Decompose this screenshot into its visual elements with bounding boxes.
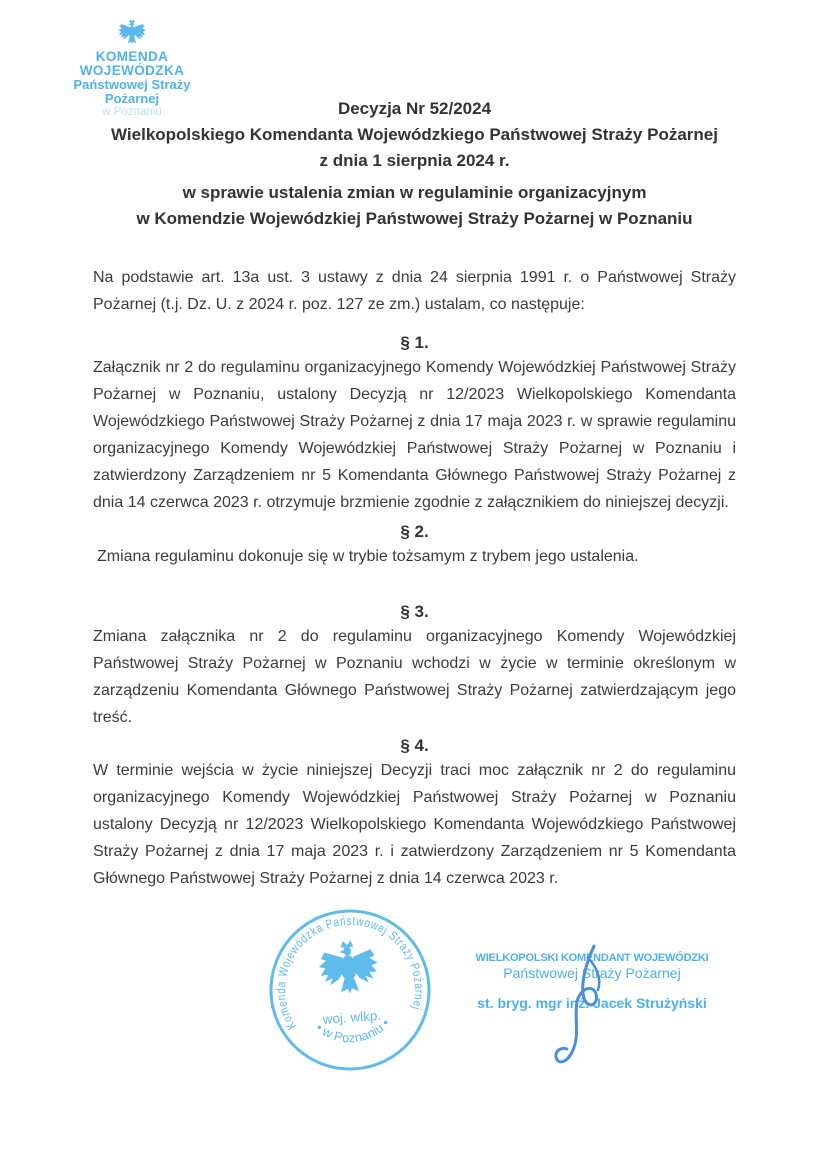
preamble-paragraph: Na podstawie art. 13a ust. 3 ustawy z dnia 24 sierpnia 1991 r. o Państwowej Straży Pożarnej (t.j. Dz. U. z 2024 r. poz. 127 ze zm.) ustalam, co następuje: — [93, 269, 736, 313]
section-1-paragraph: Załącznik nr 2 do regulaminu organizacyjnego Komendy Wojewódzkiej Państwowej Straży Pożarnej w Poznaniu, ustalony Decyzją nr 12/2023 Wielkopolskiego Komendanta Wojewódzkiego Państwowej Straży Pożarnej z dnia 17 maja 2023 r. w sprawie regulaminu organizacyjnego Komendy Wojewódzkiej Państwowej Straży Pożarnej w Poznaniu i zatwierdzony Zarządzeniem nr 5 Komendanta Głównego Państwowej Straży Pożarnej z dnia 14 czerwca 2023 r. otrzymuje brzmienie zgodnie z załącznikiem do niniejszej decyzji. — [93, 359, 736, 511]
official-round-stamp — [260, 900, 439, 1079]
subject-line-2: w Komendzie Wojewódzkiej Państwowej Straży Pożarnej w Poznaniu — [136, 209, 693, 228]
section-3-heading: § 3. — [400, 602, 429, 621]
signer-office-line: WIELKOPOLSKI KOMENDANT WOJEWÓDZKI — [475, 952, 709, 964]
agency-subname: Państwowej Straży Pożarnej — [73, 77, 191, 106]
document-body — [93, 96, 736, 892]
document-title — [93, 96, 736, 174]
section-4-heading: § 4. — [400, 736, 429, 755]
section-2-heading: § 2. — [400, 522, 429, 541]
signer-service-line: Państwowej Straży Pożarnej — [503, 965, 681, 981]
agency-name: KOMENDA WOJEWÓDZKA — [79, 49, 185, 78]
stamp-center-text: woj. wlkp. — [322, 1007, 382, 1027]
stamp-ring-text: Komenda Wojewódzka Państwowej Straży Pożarnej — [273, 913, 427, 1033]
title-line-2: Wielkopolskiego Komendanta Wojewódzkiego Państwowej Straży Pożarnej — [111, 125, 718, 144]
handwritten-signature — [536, 936, 636, 1076]
title-line-3: z dnia 1 sierpnia 2024 r. — [319, 151, 510, 170]
section-3-paragraph: Zmiana załącznika nr 2 do regulaminu organizacyjnego Komendy Wojewódzkiej Państwowej Straży Pożarnej w Poznaniu wchodzi w życie w terminie określonym w zarządzeniu Komendanta Głównego Państwowej Straży Pożarnej zatwierdzającym jego treść. — [93, 628, 736, 726]
stamp-bottom-text: • w Poznaniu • — [312, 1015, 393, 1046]
title-line-1: Decyzja Nr 52/2024 — [337, 99, 492, 118]
section-4-paragraph: W terminie wejścia w życie niniejszej Decyzji traci moc załącznik nr 2 do regulaminu organizacyjnego Komendy Wojewódzkiej Państwowej Straży Pożarnej w Poznaniu ustalony Decyzją nr 12/2023 Wielkopolskiego Komendanta Wojewódzkiego Państwowej Straży Pożarnej z dnia 17 maja 2023 r. i zatwierdzony Zarządzeniem nr 5 Komendanta Głównego Państwowej Straży Pożarnej z dnia 14 czerwca 2023 r. — [93, 762, 736, 887]
signer-name-line: st. bryg. mgr inż. Jacek Strużyński — [477, 995, 707, 1011]
agency-city: w Poznaniu — [102, 106, 162, 118]
eagle-icon — [116, 18, 148, 48]
section-1-heading: § 1. — [400, 333, 429, 352]
subject-line-1: w sprawie ustalenia zmian w regulaminie organizacyjnym — [182, 183, 647, 202]
section-2-paragraph: Zmiana regulaminu dokonuje się w trybie tożsamym z trybem jego ustalenia. — [97, 548, 639, 565]
stamp-eagle-icon — [317, 939, 379, 996]
document-subject — [93, 180, 736, 232]
